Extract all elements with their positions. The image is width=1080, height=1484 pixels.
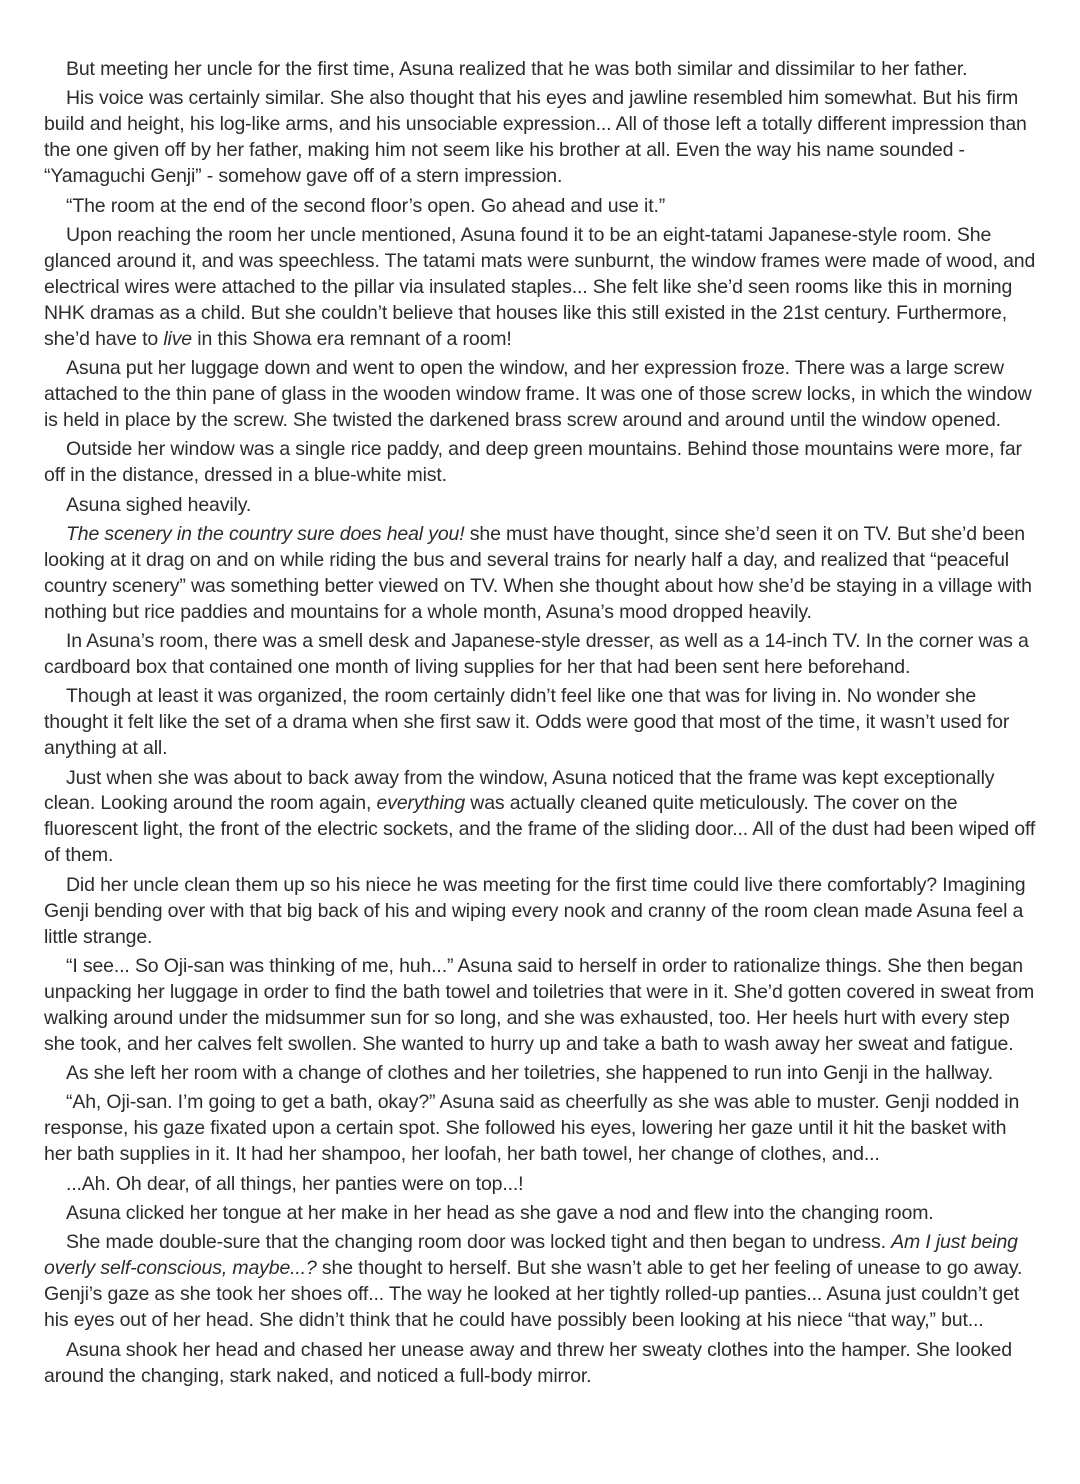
paragraph [44,766,1038,870]
paragraph [44,223,1038,353]
paragraph [44,1172,1038,1198]
text-segment: Asuna sighed heavily. [66,493,252,516]
paragraph [44,493,1038,519]
paragraph [44,86,1038,190]
paragraph [44,194,1038,220]
text-segment: Upon reaching the room her uncle mentioned, Asuna found it to be an eight-tatami Japanese-style room. She glanced around it, and was speechless. The tatami mats were sunburnt, the window frames were made of wood, and electrical wires were attached to the pillar via insulated staples... She felt like she’d seen rooms like this in morning NHK dramas as a child. But she couldn’t believe that houses like this still existed in the 21st century. Furthermore, she’d have to [44,223,1036,350]
paragraph [44,1090,1038,1168]
italic-text-segment: Am I just being overly self-conscious, maybe...? [44,1231,1018,1280]
text-segment: Outside her window was a single rice paddy, and deep green mountains. Behind those mountains were more, far off in the distance, dressed in a blue-white mist. [44,438,1022,487]
text-segment: “Ah, Oji-san. I’m going to get a bath, okay?” Asuna said as cheerfully as she was able to muster. Genji nodded in response, his gaze fixated upon a certain spot. She followed his eyes, lowering her gaze until it hit the basket with her bath supplies in it. It had her shampoo, her loofah, her bath towel, her change of clothes, and... [44,1091,1020,1166]
text-segment: in this Showa era remnant of a room! [192,327,512,350]
text-segment: But meeting her uncle for the first time, Asuna realized that he was both similar and dissimilar to her father. [66,58,968,80]
paragraph [44,437,1038,489]
text-segment: she thought to herself. But she wasn’t able to get her feeling of unease to go away. Genji’s gaze as she took her shoes off... The way he looked at her tightly rolled-up panties... Asuna just couldn’t get his eyes out of her head. She didn’t think that he could have possibly been looking at his niece “that way,” but... [44,1257,1023,1332]
text-segment: ...Ah. Oh dear, of all things, her panties were on top...! [66,1172,524,1195]
text-segment: Though at least it was organized, the room certainly didn’t feel like one that was for living in. No wonder she thought it felt like the set of a drama when she first saw it. Odds were good that most of the time, it wasn’t used for anything at all. [44,685,1010,760]
text-segment: Asuna clicked her tongue at her make in her head as she gave a nod and flew into the changing room. [66,1202,934,1225]
paragraph [44,873,1038,951]
text-segment: Just when she was about to back away from the window, Asuna noticed that the frame was kept exceptionally clean. Looking around the room again, [44,766,995,815]
italic-text-segment: The scenery in the country sure does heal you! [66,522,465,545]
paragraph [44,1201,1038,1227]
text-segment: Asuna put her luggage down and went to open the window, and her expression froze. There was a large screw attached to the thin pane of glass in the wooden window frame. It was one of those screw locks, in which the window is held in place by the screw. She twisted the darkened brass screw around and around until the window opened. [44,356,1032,431]
text-segment: “The room at the end of the second floor’s open. Go ahead and use it.” [66,194,666,217]
paragraph [44,1338,1038,1390]
paragraphs-container [44,57,1038,1389]
italic-text-segment: live [163,327,192,350]
text-segment: was actually cleaned quite meticulously. The cover on the fluorescent light, the front of the electric sockets, and the frame of the sliding door... All of the dust had been wiped off of them. [44,792,1036,867]
paragraph [44,356,1038,434]
paragraph [44,1230,1038,1334]
text-segment: Asuna shook her head and chased her unease away and threw her sweaty clothes into the hamper. She looked around the changing, stark naked, and noticed a full-body mirror. [44,1338,1012,1387]
text-segment: As she left her room with a change of clothes and her toiletries, she happened to run into Genji in the hallway. [66,1062,993,1085]
text-segment: In Asuna’s room, there was a smell desk and Japanese-style dresser, as well as a 14-inch TV. In the corner was a cardboard box that contained one month of living supplies for her that had been sent here beforehand. [44,630,1029,678]
text-segment: She made double-sure that the changing room door was locked tight and then began to undress. [66,1231,892,1254]
text-segment: His voice was certainly similar. She also thought that his eyes and jawline resembled him somewhat. But his firm build and height, his log-like arms, and his unsociable expression... All of those left a totally different impression than the one given off by her father, making him not seem like his brother at all. Even the way his name sounded - “Yamaguchi Genji” - somehow gave off of a stern impression. [44,87,1027,188]
text-segment: Did her uncle clean them up so his niece he was meeting for the first time could live there comfortably? Imagining Genji bending over with that big back of his and wiping every nook and cranny of the room clean made Asuna feel a little strange. [44,873,1026,948]
paragraph [44,954,1038,1058]
paragraph [44,57,1038,83]
paragraph [44,522,1038,626]
paragraph [44,684,1038,762]
text-segment: “I see... So Oji-san was thinking of me, huh...” Asuna said to herself in order to rationalize things. She then began unpacking her luggage in order to find the bath towel and toiletries that were in it. She’d gotten covered in sweat from walking around under the midsummer sun for so long, and she was exhausted, too. Her heels hurt with every step she took, and her calves felt swollen. She wanted to hurry up and take a bath to wash away her sweat and fatigue. [44,954,1035,1055]
text-segment: she must have thought, since she’d seen it on TV. But she’d been looking at it drag on and on while riding the bus and several trains for nearly half a day, and realized that “peaceful country scenery” was something better viewed on TV. When she thought about how she’d be staying in a village with nothing but rice paddies and mountains for a whole month, Asuna’s mood dropped heavily. [44,522,1032,623]
paragraph [44,629,1038,681]
italic-text-segment: everything [376,792,466,815]
paragraph [44,1061,1038,1087]
